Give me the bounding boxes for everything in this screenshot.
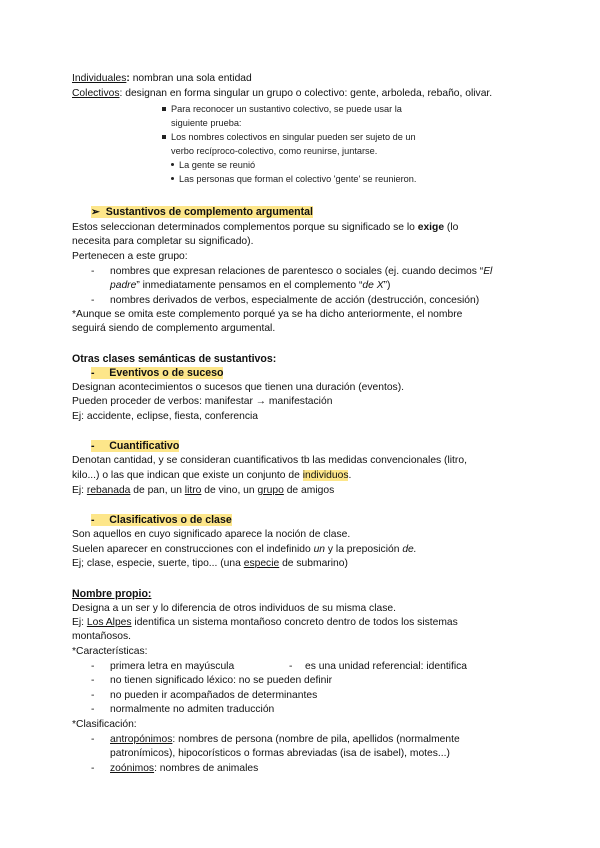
text: ”)	[383, 280, 391, 291]
text: .	[348, 470, 352, 481]
arg-paragraph-1	[72, 221, 458, 234]
car-item-1b: es una unidad referencial: identifica	[305, 661, 467, 672]
round-bullet-icon	[171, 163, 174, 166]
dash-bullet: -	[91, 690, 95, 701]
text: de submarino)	[279, 558, 348, 569]
clas-line-1: Son aquellos en cuyo significado aparece la noción de clase.	[72, 529, 351, 540]
car-item-4: normalmente no admiten traducción	[110, 704, 275, 715]
dash-bullet: -	[91, 734, 95, 745]
italic-text: de X	[362, 280, 384, 291]
subheading-text: Cuantificativo	[109, 440, 180, 452]
heading-text: Sustantivos de complemento argumental	[105, 206, 313, 218]
text: de vino, un	[201, 485, 258, 496]
propio-line-3: montañosos.	[72, 631, 131, 642]
clas-item-2	[110, 762, 258, 775]
eventivos-line-1: Designan acontecimientos o sucesos que tienen una duración (eventos).	[72, 382, 404, 393]
arg-note-1: *Aunque se omita este complemento porqué ya se ha dicho anteriormente, el nombre	[72, 309, 463, 320]
text: de pan, un	[130, 485, 185, 496]
cuant-line-3	[72, 484, 334, 497]
text: Ej; clase, especie, suerte, tipo... (una	[72, 558, 244, 569]
text: Estos seleccionan determinados complementos porque su significado se lo	[72, 222, 418, 233]
dash-bullet: -	[91, 704, 95, 715]
section-heading-otras: Otras clases semánticas de sustantivos:	[72, 353, 277, 365]
car-item-2: no tienen significado léxico: no se pueden definir	[110, 675, 333, 686]
note-line-5	[171, 158, 255, 172]
cuant-line-1: Denotan cantidad, y se consideran cuantificativos tb las medidas convencionales (litro,	[72, 455, 467, 466]
note-line-2	[171, 116, 242, 130]
text: (lo	[444, 222, 459, 233]
clas-item-1	[110, 733, 460, 746]
square-bullet-icon	[162, 135, 166, 139]
underlined-text: zoónimos	[110, 763, 155, 774]
arg-bullet-1	[110, 265, 492, 278]
text: y la preposición	[325, 544, 403, 555]
dash-bullet: -	[91, 266, 95, 277]
section-heading-argumental	[91, 205, 313, 219]
bold-text: exige	[417, 222, 445, 233]
text: Ej:	[72, 485, 87, 496]
note-text: siguiente prueba:	[171, 118, 242, 128]
arg-paragraph-3: Pertenecen a este grupo:	[72, 251, 188, 262]
arg-note-2: seguirá siendo de complemento argumental.	[72, 323, 276, 334]
dash-bullet: -	[91, 763, 95, 774]
italic-text: padre	[110, 280, 137, 291]
note-line-3	[162, 130, 416, 144]
clasificacion-label: *Clasificación:	[72, 719, 137, 730]
def-individuales: nombran una sola entidad	[129, 73, 252, 84]
note-text: Los nombres colectivos en singular pueden ser sujeto de un	[171, 132, 416, 142]
italic-text: El	[483, 266, 493, 277]
highlighted-text: individuos	[302, 470, 349, 481]
note-line-6	[171, 172, 416, 186]
clas-line-3	[72, 557, 348, 570]
subheading-eventivos	[91, 366, 223, 380]
propio-line-2	[72, 616, 458, 629]
text: Suelen aparecer en construcciones con el indefinido	[72, 544, 314, 555]
term-individuales: Individuales	[72, 73, 127, 84]
subheading-text: Clasificativos o de clase	[109, 514, 232, 526]
car-item-3: no pueden ir acompañados de determinantes	[110, 690, 318, 701]
arg-paragraph-2: necesita para completar su significado).	[72, 236, 254, 247]
car-item-1: primera letra en mayúscula	[110, 661, 235, 672]
note-text: Las personas que forman el colectivo 'gente' se reunieron.	[179, 174, 417, 184]
text: : nombres de animales	[154, 763, 259, 774]
square-bullet-icon	[162, 107, 166, 111]
underlined-text: rebanada	[86, 485, 131, 496]
underlined-text: litro	[184, 485, 202, 496]
note-line-4	[171, 144, 377, 158]
subheading-text: Eventivos o de suceso	[109, 367, 224, 379]
round-bullet-icon	[171, 177, 174, 180]
note-text: verbo recíproco-colectivo, como reunirse, juntarse.	[171, 146, 378, 156]
cuant-line-2	[72, 469, 351, 482]
clas-line-2	[72, 543, 417, 556]
dash: -	[91, 514, 95, 526]
line-colectivos	[72, 87, 492, 100]
line-individuales	[72, 72, 252, 85]
dash: -	[91, 440, 95, 452]
note-text: La gente se reunió	[179, 160, 256, 170]
dash-bullet: -	[91, 661, 95, 672]
clas-item-1-cont: patronímicos), hipocorísticos o formas abreviadas (isa de isabel), motes...)	[110, 748, 450, 759]
underlined-text: Los Alpes	[86, 617, 132, 628]
arg-bullet-1-cont	[110, 279, 390, 292]
underlined-text: grupo	[257, 485, 284, 496]
subheading-cuantificativo	[91, 439, 179, 453]
note-text: Para reconocer un sustantivo colectivo, se puede usar la	[171, 104, 402, 114]
dash-bullet: -	[91, 295, 95, 306]
text: nombres que expresan relaciones de parentesco o sociales (ej. cuando decimos “	[110, 266, 484, 277]
eventivos-line-3: Ej: accidente, eclipse, fiesta, conferencia	[72, 411, 259, 422]
colon: :	[126, 73, 130, 84]
text: : nombres de persona (nombre de pila, apellidos (normalmente	[172, 734, 460, 745]
arrow-icon: ➢	[91, 206, 100, 218]
arg-bullet-2: nombres derivados de verbos, especialmente de acción (destrucción, concesión)	[110, 295, 480, 306]
italic-text: un	[313, 544, 326, 555]
note-line-1	[162, 102, 402, 116]
underlined-text: antropónimos	[110, 734, 173, 745]
term-colectivos: Colectivos	[72, 88, 120, 99]
italic-text: de.	[402, 544, 417, 555]
text: ” inmediatamente pensamos en el complemento “	[136, 280, 363, 291]
dash-bullet: -	[289, 661, 293, 672]
propio-line-1: Designa a un ser y lo diferencia de otros individuos de su misma clase.	[72, 603, 396, 614]
text: identifica un sistema montañoso concreto dentro de todos los sistemas	[131, 617, 458, 628]
dash-bullet: -	[91, 675, 95, 686]
text: Ej:	[72, 617, 87, 628]
eventivos-line-2: Pueden proceder de verbos: manifestar → manifestación	[72, 396, 333, 407]
def-colectivos: : designan en forma singular un grupo o colectivo: gente, arboleda, rebaño, olivar.	[119, 88, 493, 99]
underlined-text: especie	[243, 558, 280, 569]
dash: -	[91, 367, 95, 379]
caracteristicas-label: *Características:	[72, 646, 148, 657]
subheading-clasificativos	[91, 513, 232, 527]
text: kilo...) o las que indican que existe un conjunto de	[72, 470, 303, 481]
text: de amigos	[283, 485, 335, 496]
section-heading-nombre-propio: Nombre propio:	[72, 588, 152, 600]
